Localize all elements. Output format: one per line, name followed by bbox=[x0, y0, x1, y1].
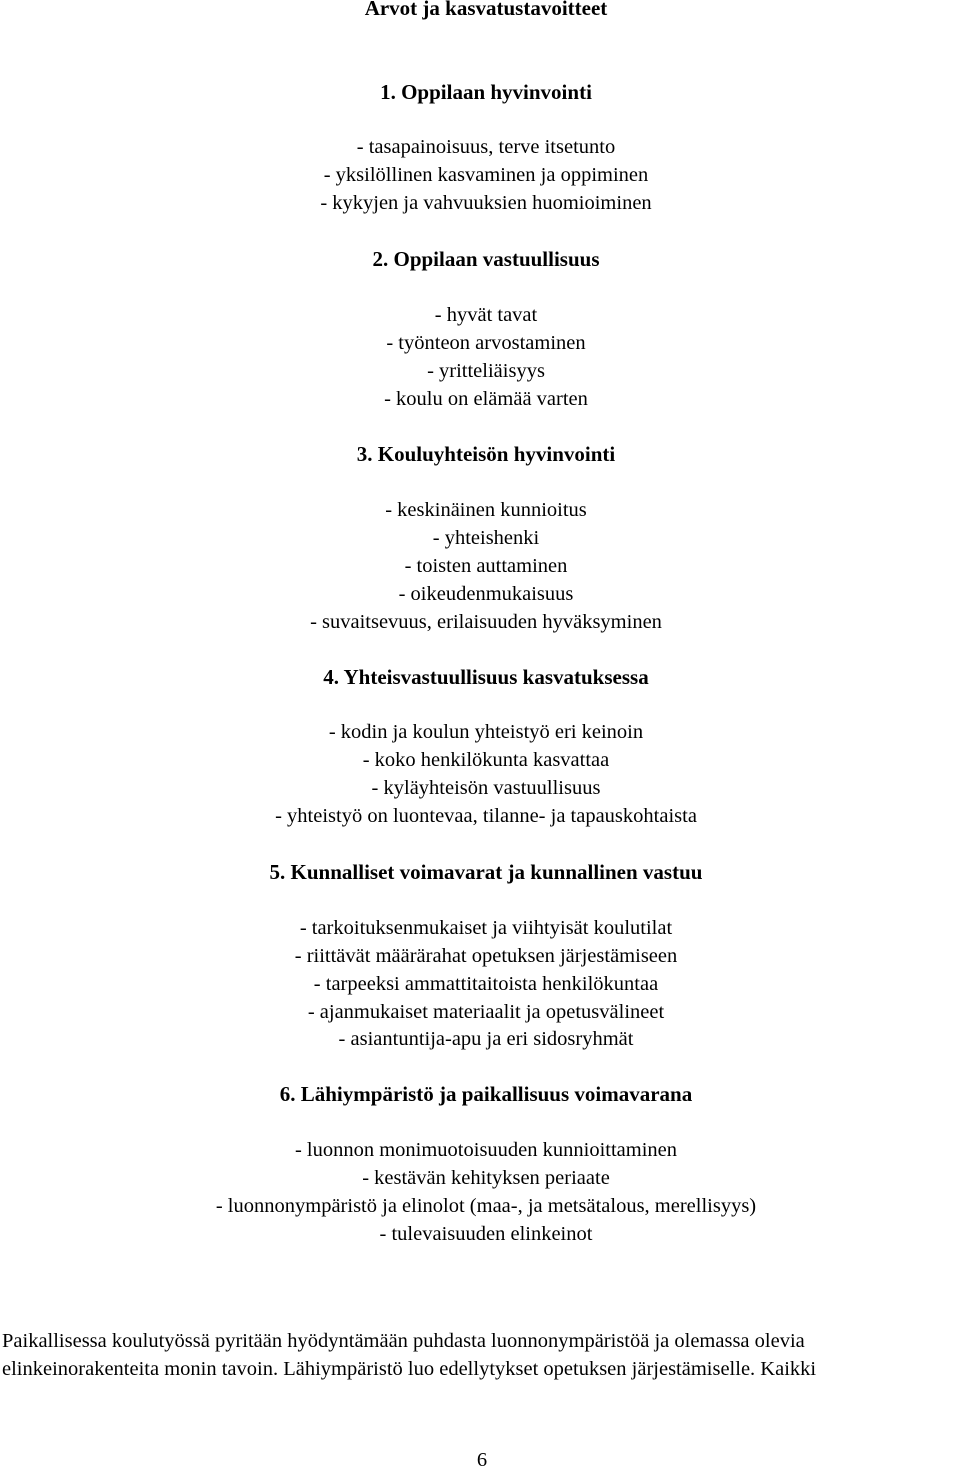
section-heading-5: 5. Kunnalliset voimavarat ja kunnallinen vastuu bbox=[269, 860, 703, 884]
section-heading-4: 4. Yhteisvastuullisuus kasvatuksessa bbox=[323, 665, 649, 689]
list-item: - suvaitsevuus, erilaisuuden hyväksyminen bbox=[310, 611, 662, 633]
list-item: - riittävät määrärahat opetuksen järjestämiseen bbox=[294, 945, 678, 967]
list-item: - kodin ja koulun yhteistyö eri keinoin bbox=[328, 721, 644, 743]
section-heading-3: 3. Kouluyhteisön hyvinvointi bbox=[356, 442, 616, 466]
list-item: - oikeudenmukaisuus bbox=[398, 583, 574, 605]
list-item: - kykyjen ja vahvuuksien huomioiminen bbox=[320, 192, 652, 214]
list-item: - työnteon arvostaminen bbox=[386, 332, 586, 354]
list-item: - toisten auttaminen bbox=[404, 555, 568, 577]
list-item: - koulu on elämää varten bbox=[384, 388, 588, 410]
list-item: - tarpeeksi ammattitaitoista henkilökuntaa bbox=[313, 973, 659, 995]
list-item: - yksilöllinen kasvaminen ja oppiminen bbox=[323, 164, 649, 186]
list-item: - luonnon monimuotoisuuden kunnioittaminen bbox=[294, 1139, 678, 1161]
list-item: - hyvät tavat bbox=[434, 304, 538, 326]
list-item: - yhteishenki bbox=[432, 527, 540, 549]
page-number: 6 bbox=[476, 1449, 488, 1471]
page-title: Arvot ja kasvatustavoitteet bbox=[364, 0, 608, 20]
list-item: - asiantuntija-apu ja eri sidosryhmät bbox=[338, 1028, 634, 1050]
section-heading-2: 2. Oppilaan vastuullisuus bbox=[372, 247, 600, 271]
section-heading-1: 1. Oppilaan hyvinvointi bbox=[380, 80, 592, 104]
section-heading-6: 6. Lähiympäristö ja paikallisuus voimavarana bbox=[279, 1082, 693, 1106]
list-item: - koko henkilökunta kasvattaa bbox=[362, 749, 610, 771]
list-item: - keskinäinen kunnioitus bbox=[385, 499, 587, 521]
paragraph-line-2: elinkeinorakenteita monin tavoin. Lähiympäristö luo edellytykset opetuksen järjestämiselle. Kaikki bbox=[2, 1358, 817, 1380]
list-item: - tarkoituksenmukaiset ja viihtyisät koulutilat bbox=[299, 917, 673, 939]
list-item: - kyläyhteisön vastuullisuus bbox=[371, 777, 601, 799]
list-item: - kestävän kehityksen periaate bbox=[362, 1167, 610, 1189]
list-item: - tulevaisuuden elinkeinot bbox=[379, 1223, 593, 1245]
list-item: - luonnonympäristö ja elinolot (maa-, ja metsätalous, merellisyys) bbox=[215, 1195, 757, 1217]
paragraph-line-1: Paikallisessa koulutyössä pyritään hyödyntämään puhdasta luonnonympäristöä ja olemassa olevia bbox=[2, 1330, 805, 1352]
list-item: - ajanmukaiset materiaalit ja opetusvälineet bbox=[307, 1001, 665, 1023]
list-item: - yritteliäisyys bbox=[427, 360, 545, 382]
list-item: - yhteistyö on luontevaa, tilanne- ja tapauskohtaista bbox=[275, 805, 697, 827]
list-item: - tasapainoisuus, terve itsetunto bbox=[356, 136, 616, 158]
